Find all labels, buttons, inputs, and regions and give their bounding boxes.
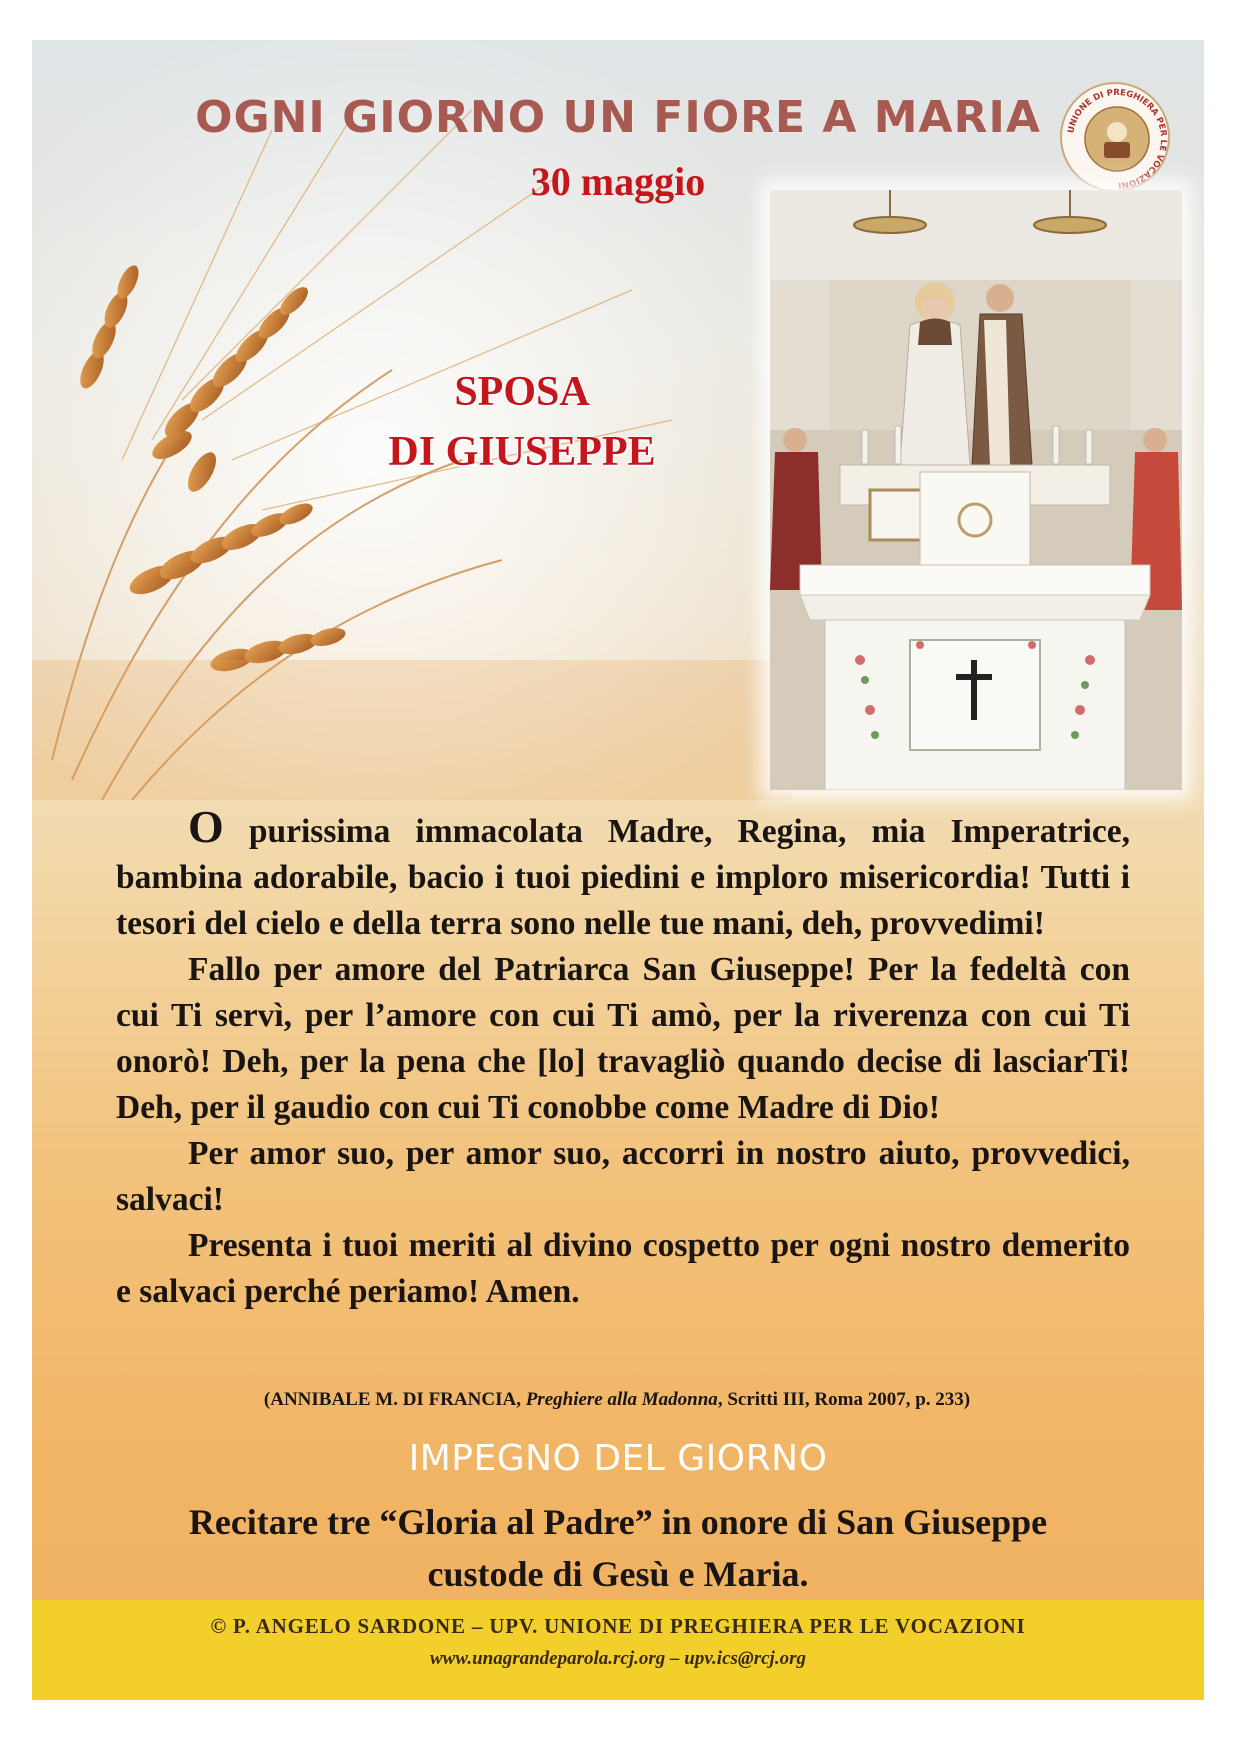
prayer-text — [116, 801, 1130, 1315]
footer-copyright: © P. ANGELO SARDONE – UPV. UNIONE DI PREGHIERA PER LE VOCAZIONI — [210, 1614, 1026, 1638]
citation-work: Preghiere alla Madonna — [525, 1389, 718, 1410]
citation: (ANNIBALE M. DI FRANCIA, Preghiere alla Madonna, Scritti III, Roma 2007, p. 233) — [263, 1389, 971, 1410]
daily-commitment — [72, 1496, 1164, 1600]
prayer-paragraph-2: Fallo per amore del Patriarca San Giuseppe! Per la fedeltà con cui Ti servì, per l’amore con cui Ti amò, per la riverenza con cui Ti onorò! Deh, per la pena che [lo] travagliò quando decise di lasciarTi! Deh, per il gaudio con cui Ti conobbe come Madre di Dio! — [116, 951, 1130, 1126]
altar-photo — [770, 190, 1182, 790]
subtitle-line-2: DI GIUSEPPE — [388, 429, 656, 475]
footer-band — [32, 1600, 1204, 1700]
prayer-paragraph-1: O purissima immacolata Madre, Regina, mia Imperatrice, bambina adorabile, bacio i tuoi piedini e imploro misericordia! Tutti i tesori del cielo e della terra sono nelle tue mani, deh, provvedimi! — [116, 801, 1130, 942]
subtitle-line-1: SPOSA — [454, 369, 590, 415]
prayer-paragraph-4: Presenta i tuoi meriti al divino cospetto per ogni nostro demerito e salvaci perché periamo! Amen. — [116, 1227, 1130, 1310]
subtitle — [332, 362, 712, 482]
page-title: OGNI GIORNO UN FIORE A MARIA — [195, 92, 1041, 143]
citation-rest: , Scritti III, Roma 2007, p. 233) — [717, 1389, 971, 1410]
commitment-line-2: custode di Gesù e Maria. — [427, 1554, 809, 1594]
flyer-page — [32, 40, 1204, 1700]
svg-text:UNIONE DI PREGHIERA PER LE VOC: UNIONE DI PREGHIERA PER LE VOCAZIONI — [1066, 87, 1169, 191]
date-label: 30 maggio — [530, 159, 706, 204]
citation-author: ANNIBALE M. DI FRANCIA — [270, 1389, 517, 1410]
commitment-line-1: Recitare tre “Gloria al Padre” in onore di San Giuseppe — [188, 1502, 1048, 1542]
footer-links[interactable]: www.unagrandeparola.rcj.org – upv.ics@rcj.org — [430, 1648, 806, 1669]
impegno-heading: IMPEGNO DEL GIORNO — [408, 1438, 828, 1479]
prayer-paragraph-3: Per amor suo, per amor suo, accorri in nostro aiuto, provvedici, salvaci! — [116, 1135, 1130, 1218]
